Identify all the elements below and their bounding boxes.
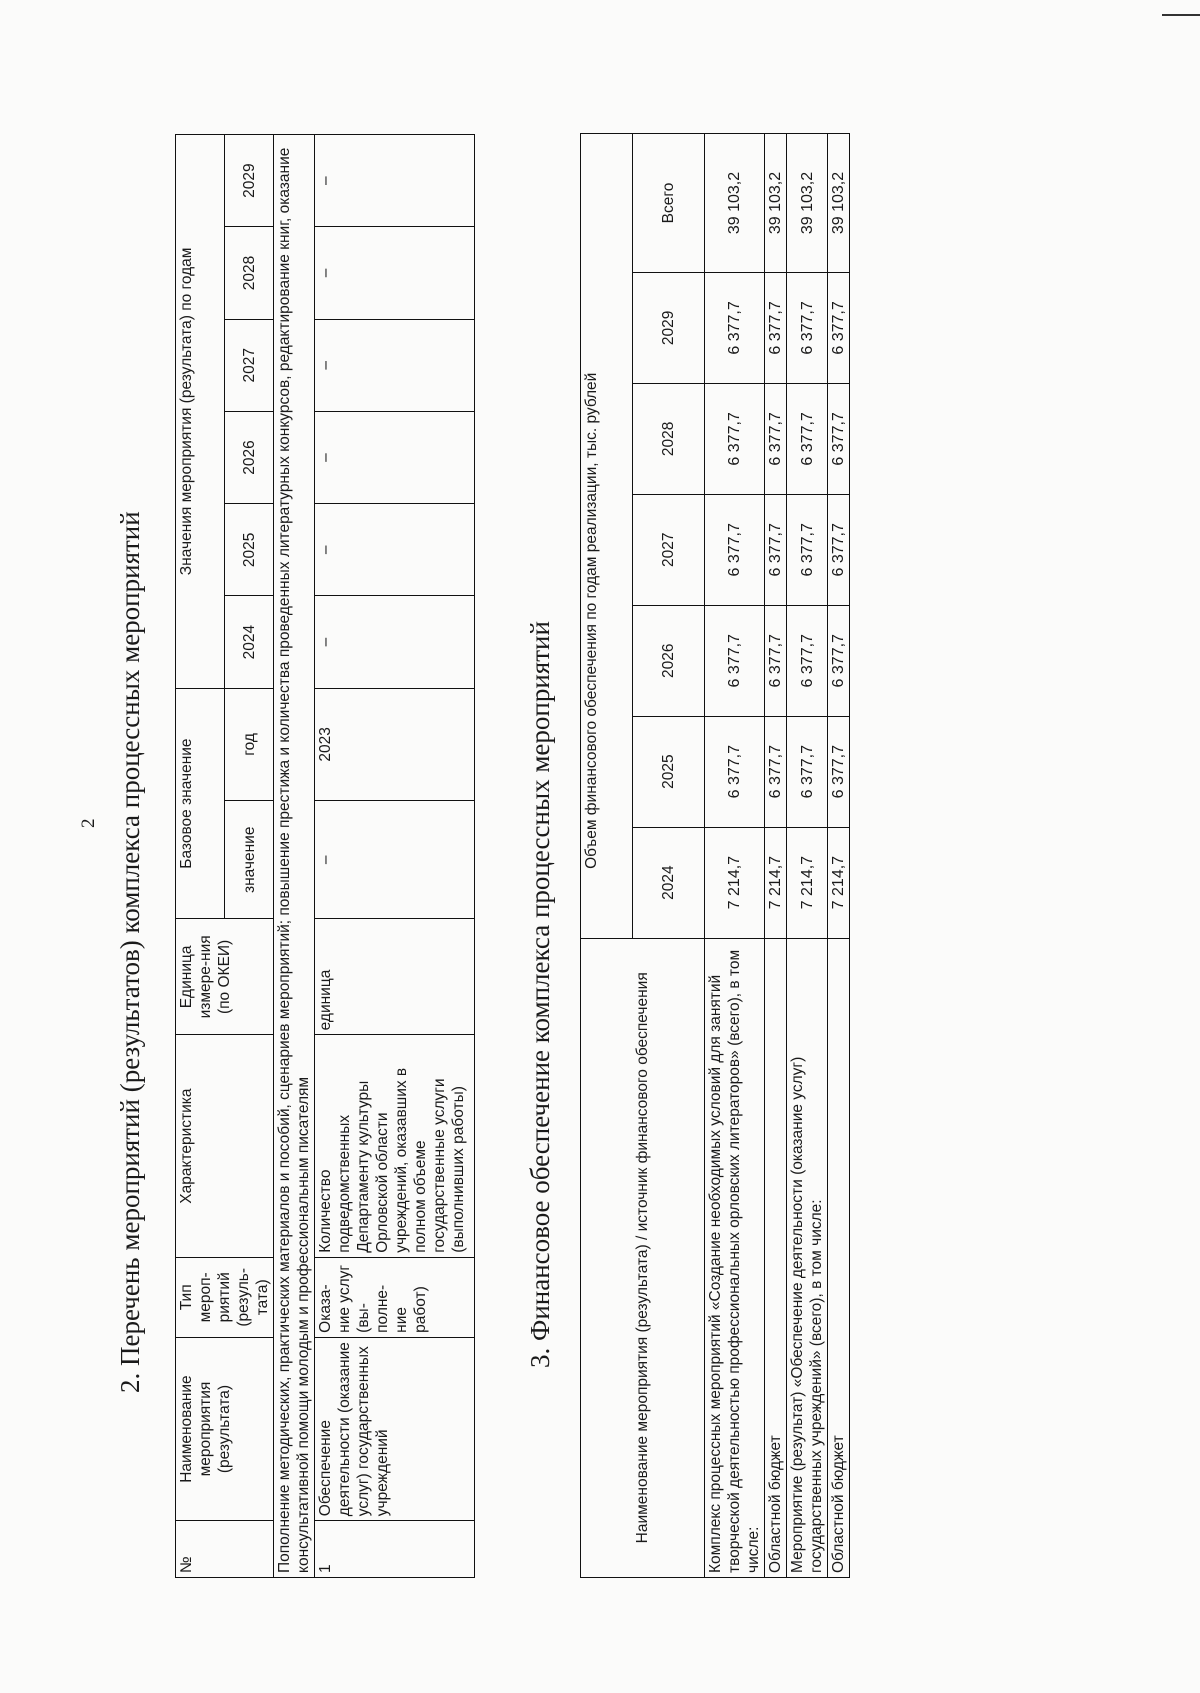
header-year: 2024	[225, 596, 274, 688]
table-row	[315, 135, 475, 1578]
finance-header-year: 2027	[633, 494, 705, 605]
finance-value: 6 377,7	[828, 605, 850, 716]
finance-value: 6 377,7	[828, 716, 850, 827]
header-year: 2029	[225, 135, 274, 227]
finance-header-year: 2029	[633, 272, 705, 383]
finance-value: 6 377,7	[705, 494, 765, 605]
finance-row-name: Комплекс процессных мероприятий «Создание необходимых условий для занятий творческой деятельностью профессиональных орловских литераторов» (всего), в том числе:	[705, 938, 765, 1577]
row-unit: единица	[315, 919, 475, 1035]
finance-value: 6 377,7	[765, 716, 787, 827]
finance-value: 7 214,7	[765, 827, 787, 938]
header-values: Значения мероприятия (результата) по годам	[176, 135, 225, 689]
finance-value: 6 377,7	[787, 605, 828, 716]
task-text: Пополнение методических, практических материалов и пособий, сценариев мероприятий; повышение престижа и количества проведенных литературных конкурсов, редактирование книг, оказание консультативной помощи молодым и профессиональным писателям	[274, 135, 315, 1578]
row-value: –	[315, 319, 475, 411]
row-characteristic: Количество подведомственных Департаменту культуры Орловской области учреждений, оказавших в полном объеме государственные услуги (выполнивших работы)	[315, 1035, 475, 1257]
header-base: Базовое значение	[176, 688, 225, 919]
finance-header-volume: Объем финансового обеспечения по годам реализации, тыс. рублей	[581, 134, 633, 939]
finance-header-total: Всего	[633, 134, 705, 273]
row-base-value: –	[315, 801, 475, 919]
finance-value: 6 377,7	[828, 272, 850, 383]
row-value: –	[315, 135, 475, 227]
finance-total: 39 103,2	[765, 134, 787, 273]
finance-row-name: Областной бюджет	[828, 938, 850, 1577]
table-header-row	[176, 135, 225, 1578]
header-base-value: значение	[225, 801, 274, 919]
finance-header-year: 2026	[633, 605, 705, 716]
section3-title: 3. Финансовое обеспечение комплекса процессных мероприятий	[525, 621, 555, 1368]
finance-value: 6 377,7	[765, 605, 787, 716]
row-name: Обеспечение деятельности (оказание услуг) государственных учреждений	[315, 1337, 475, 1520]
task-row	[274, 135, 315, 1578]
finance-header-year: 2025	[633, 716, 705, 827]
finance-value: 6 377,7	[705, 605, 765, 716]
finance-value: 6 377,7	[765, 272, 787, 383]
finance-header-year: 2028	[633, 383, 705, 494]
finance-value: 6 377,7	[705, 716, 765, 827]
finance-value: 6 377,7	[787, 494, 828, 605]
finance-row	[828, 134, 850, 1578]
finance-value: 7 214,7	[787, 827, 828, 938]
finance-value: 6 377,7	[787, 383, 828, 494]
header-base-year: год	[225, 688, 274, 800]
header-type: Тип мероп-риятий (резуль-тата)	[176, 1257, 274, 1337]
section2-title: 2. Перечень мероприятий (результатов) комплекса процессных мероприятий	[115, 511, 145, 1393]
finance-table	[580, 133, 850, 1578]
page-number: 2	[78, 818, 99, 828]
finance-value: 7 214,7	[705, 827, 765, 938]
finance-row-name: Мероприятие (результат) «Обеспечение деятельности (оказание услуг) государственных учреждений» (всего), в том числе:	[787, 938, 828, 1577]
header-year: 2027	[225, 319, 274, 411]
finance-row	[705, 134, 765, 1578]
finance-value: 6 377,7	[705, 272, 765, 383]
finance-value: 6 377,7	[765, 383, 787, 494]
finance-total: 39 103,2	[705, 134, 765, 273]
finance-value: 6 377,7	[705, 383, 765, 494]
header-year: 2026	[225, 411, 274, 503]
finance-row	[787, 134, 828, 1578]
finance-total: 39 103,2	[787, 134, 828, 273]
measures-table	[175, 134, 475, 1578]
header-characteristic: Характеристика	[176, 1035, 274, 1257]
finance-header-year: 2024	[633, 827, 705, 938]
row-num: 1	[315, 1521, 475, 1578]
finance-value: 7 214,7	[828, 827, 850, 938]
finance-value: 6 377,7	[787, 272, 828, 383]
row-value: –	[315, 504, 475, 596]
row-base-year: 2023	[315, 688, 475, 800]
header-year: 2028	[225, 227, 274, 319]
row-value: –	[315, 411, 475, 503]
header-unit: Единица измере-ния (по ОКЕИ)	[176, 919, 274, 1035]
header-num: №	[176, 1521, 274, 1578]
header-name: Наименование мероприятия (результата)	[176, 1337, 274, 1520]
finance-total: 39 103,2	[828, 134, 850, 273]
row-value: –	[315, 227, 475, 319]
row-value: –	[315, 596, 475, 688]
finance-header-name: Наименование мероприятия (результата) / источник финансового обеспечения	[581, 938, 705, 1577]
finance-header-row	[581, 134, 633, 1578]
finance-value: 6 377,7	[787, 716, 828, 827]
finance-row	[765, 134, 787, 1578]
row-type: Оказа-ние услуг (вы-полне-ние работ)	[315, 1257, 475, 1337]
finance-value: 6 377,7	[828, 494, 850, 605]
finance-value: 6 377,7	[828, 383, 850, 494]
finance-value: 6 377,7	[765, 494, 787, 605]
header-year: 2025	[225, 504, 274, 596]
finance-row-name: Областной бюджет	[765, 938, 787, 1577]
